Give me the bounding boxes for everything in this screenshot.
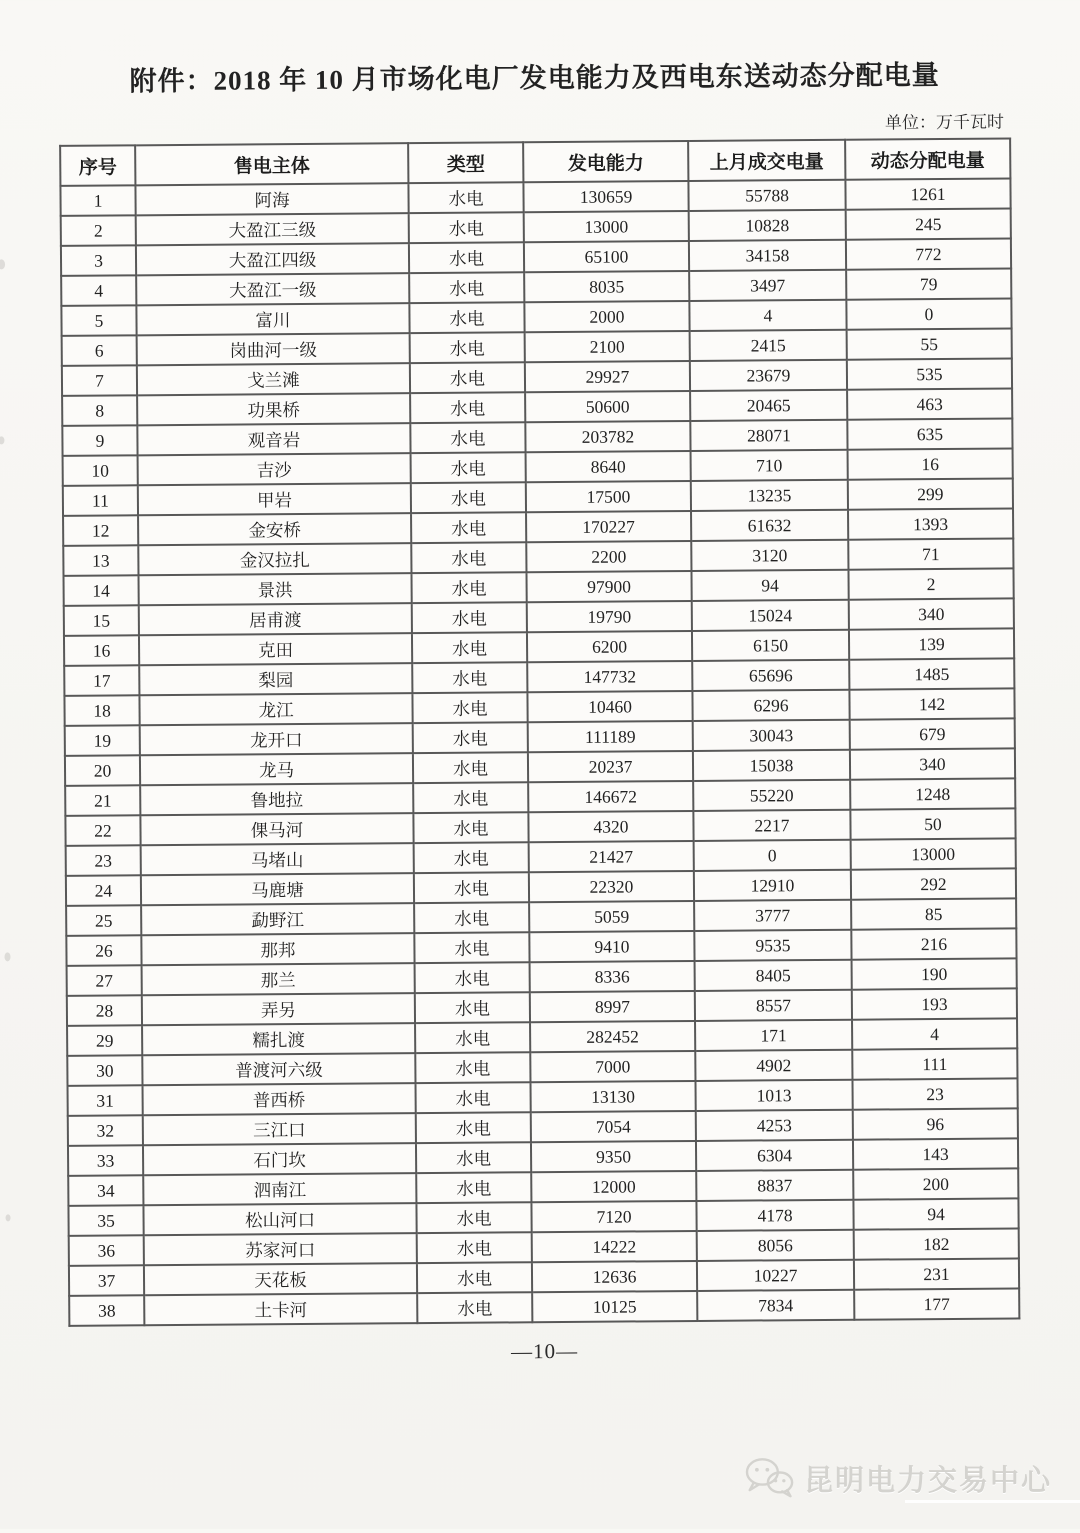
cell-generation-capacity: 9410 <box>529 931 694 962</box>
cell-dynamic-allocated-volume: 50 <box>850 808 1015 839</box>
cell-dynamic-allocated-volume: 635 <box>847 418 1012 449</box>
watermark-text: 昆明电力交易中心 <box>803 1464 1052 1497</box>
cell-generation-capacity: 8035 <box>524 271 689 302</box>
cell-generation-capacity: 147732 <box>527 661 692 692</box>
cell-generation-capacity: 203782 <box>525 421 690 452</box>
cell-seller: 那邦 <box>141 933 414 965</box>
column-header-last-month-traded-volume: 上月成交电量 <box>688 140 845 181</box>
cell-last-month-traded-volume: 12910 <box>694 870 851 901</box>
cell-dynamic-allocated-volume: 772 <box>846 238 1011 269</box>
column-header-dynamic-allocated-volume: 动态分配电量 <box>845 138 1010 179</box>
cell-index: 31 <box>68 1085 143 1116</box>
cell-dynamic-allocated-volume: 143 <box>853 1138 1018 1169</box>
cell-index: 9 <box>62 425 137 456</box>
cell-seller: 马堵山 <box>141 843 414 875</box>
cell-dynamic-allocated-volume: 177 <box>854 1288 1019 1319</box>
cell-dynamic-allocated-volume: 55 <box>847 328 1012 359</box>
cell-index: 33 <box>68 1145 143 1176</box>
cell-index: 14 <box>64 575 139 606</box>
cell-generation-capacity: 6200 <box>527 631 692 662</box>
cell-index: 28 <box>67 995 142 1026</box>
cell-type: 水电 <box>417 1292 532 1323</box>
cell-index: 7 <box>62 365 137 396</box>
unit-label: 单位：万千瓦时 <box>884 112 1005 133</box>
cell-seller: 大盈江三级 <box>136 213 409 245</box>
cell-generation-capacity: 2100 <box>525 331 690 362</box>
cell-type: 水电 <box>409 302 524 333</box>
cell-last-month-traded-volume: 6304 <box>696 1140 853 1171</box>
cell-seller: 居甫渡 <box>139 603 412 635</box>
cell-last-month-traded-volume: 55220 <box>693 780 850 811</box>
cell-last-month-traded-volume: 4 <box>689 300 846 331</box>
cell-index: 19 <box>65 725 140 756</box>
cell-generation-capacity: 12000 <box>531 1171 696 1202</box>
cell-last-month-traded-volume: 8056 <box>697 1230 854 1261</box>
cell-type: 水电 <box>409 242 524 273</box>
cell-seller: 石门坎 <box>143 1143 416 1175</box>
cell-seller: 甲岩 <box>138 483 411 515</box>
cell-seller: 龙开口 <box>140 723 413 755</box>
cell-index: 1 <box>60 185 135 216</box>
cell-type: 水电 <box>412 602 527 633</box>
cell-last-month-traded-volume: 4253 <box>696 1110 853 1141</box>
cell-generation-capacity: 111189 <box>528 721 693 752</box>
cell-seller: 龙马 <box>140 753 413 785</box>
cell-type: 水电 <box>409 272 524 303</box>
cell-type: 水电 <box>413 722 528 753</box>
cell-generation-capacity: 65100 <box>524 241 689 272</box>
cell-index: 30 <box>67 1055 142 1086</box>
cell-index: 29 <box>67 1025 142 1056</box>
watermark <box>742 1456 1052 1500</box>
cell-type: 水电 <box>417 1262 532 1293</box>
cell-generation-capacity: 19790 <box>527 601 692 632</box>
cell-last-month-traded-volume: 10828 <box>689 210 846 241</box>
cell-generation-capacity: 21427 <box>529 841 694 872</box>
cell-seller: 三江口 <box>143 1113 416 1145</box>
cell-seller: 岗曲河一级 <box>137 333 410 365</box>
cell-type: 水电 <box>415 1082 530 1113</box>
scan-speck <box>6 1214 11 1221</box>
cell-seller: 松山河口 <box>143 1203 416 1235</box>
cell-generation-capacity: 10460 <box>527 691 692 722</box>
cell-dynamic-allocated-volume: 182 <box>854 1228 1019 1259</box>
cell-generation-capacity: 12636 <box>532 1261 697 1292</box>
cell-generation-capacity: 29927 <box>525 361 690 392</box>
cell-dynamic-allocated-volume: 1248 <box>850 778 1015 809</box>
cell-type: 水电 <box>410 332 525 363</box>
cell-generation-capacity: 146672 <box>528 781 693 812</box>
cell-index: 32 <box>68 1115 143 1146</box>
cell-dynamic-allocated-volume: 463 <box>847 388 1012 419</box>
watermark-underline <box>905 1500 1080 1503</box>
cell-type: 水电 <box>413 812 528 843</box>
cell-generation-capacity: 9350 <box>531 1141 696 1172</box>
cell-type: 水电 <box>417 1232 532 1263</box>
cell-index: 8 <box>62 395 137 426</box>
scan-speck <box>4 952 10 961</box>
cell-last-month-traded-volume: 2415 <box>690 330 847 361</box>
cell-type: 水电 <box>411 572 526 603</box>
cell-dynamic-allocated-volume: 85 <box>851 898 1016 929</box>
cell-generation-capacity: 170227 <box>526 511 691 542</box>
cell-last-month-traded-volume: 55788 <box>688 180 845 211</box>
cell-dynamic-allocated-volume: 94 <box>853 1198 1018 1229</box>
cell-last-month-traded-volume: 6296 <box>692 690 849 721</box>
cell-dynamic-allocated-volume: 142 <box>849 688 1014 719</box>
cell-dynamic-allocated-volume: 1261 <box>845 178 1010 209</box>
cell-dynamic-allocated-volume: 216 <box>851 928 1016 959</box>
cell-type: 水电 <box>410 362 525 393</box>
cell-last-month-traded-volume: 6150 <box>692 630 849 661</box>
cell-index: 15 <box>64 605 139 636</box>
cell-type: 水电 <box>408 182 523 213</box>
cell-dynamic-allocated-volume: 4 <box>852 1018 1017 1049</box>
cell-last-month-traded-volume: 20465 <box>690 390 847 421</box>
cell-seller: 大盈江一级 <box>136 273 409 305</box>
cell-last-month-traded-volume: 13235 <box>691 480 848 511</box>
cell-index: 13 <box>63 545 138 576</box>
cell-index: 20 <box>65 755 140 786</box>
cell-dynamic-allocated-volume: 1485 <box>849 658 1014 689</box>
cell-last-month-traded-volume: 4902 <box>695 1050 852 1081</box>
cell-type: 水电 <box>411 512 526 543</box>
cell-last-month-traded-volume: 8837 <box>696 1170 853 1201</box>
cell-seller: 吉沙 <box>138 453 411 485</box>
cell-index: 6 <box>62 335 137 366</box>
cell-index: 34 <box>68 1175 143 1206</box>
cell-seller: 金汉拉扎 <box>138 543 411 575</box>
cell-index: 16 <box>64 635 139 666</box>
cell-dynamic-allocated-volume: 299 <box>848 478 1013 509</box>
cell-generation-capacity: 20237 <box>528 751 693 782</box>
column-header-generation-capacity: 发电能力 <box>523 141 688 182</box>
cell-seller: 马鹿塘 <box>141 873 414 905</box>
cell-index: 10 <box>63 455 138 486</box>
cell-seller: 天花板 <box>144 1263 417 1295</box>
cell-index: 5 <box>61 305 136 336</box>
cell-seller: 鲁地拉 <box>140 783 413 815</box>
cell-seller: 金安桥 <box>138 513 411 545</box>
cell-generation-capacity: 8336 <box>530 961 695 992</box>
cell-last-month-traded-volume: 34158 <box>689 240 846 271</box>
cell-index: 11 <box>63 485 138 516</box>
cell-type: 水电 <box>409 212 524 243</box>
cell-seller: 土卡河 <box>144 1293 417 1325</box>
cell-type: 水电 <box>412 662 527 693</box>
cell-last-month-traded-volume: 4178 <box>696 1200 853 1231</box>
cell-last-month-traded-volume: 1013 <box>695 1080 852 1111</box>
cell-seller: 阿海 <box>135 183 408 215</box>
cell-seller: 勐野江 <box>141 903 414 935</box>
cell-last-month-traded-volume: 94 <box>691 570 848 601</box>
cell-last-month-traded-volume: 15024 <box>692 600 849 631</box>
column-header-index: 序号 <box>60 145 135 186</box>
cell-generation-capacity: 8997 <box>530 991 695 1022</box>
cell-index: 38 <box>69 1295 144 1326</box>
cell-type: 水电 <box>413 782 528 813</box>
cell-last-month-traded-volume: 9535 <box>694 930 851 961</box>
column-header-type: 类型 <box>408 142 523 183</box>
cell-seller: 景洪 <box>139 573 412 605</box>
cell-index: 26 <box>66 935 141 966</box>
cell-dynamic-allocated-volume: 245 <box>846 208 1011 239</box>
cell-index: 18 <box>64 695 139 726</box>
cell-dynamic-allocated-volume: 0 <box>846 298 1011 329</box>
cell-dynamic-allocated-volume: 200 <box>853 1168 1018 1199</box>
cell-type: 水电 <box>412 632 527 663</box>
cell-index: 23 <box>66 845 141 876</box>
cell-type: 水电 <box>411 542 526 573</box>
cell-seller: 梨园 <box>139 663 412 695</box>
cell-dynamic-allocated-volume: 340 <box>850 748 1015 779</box>
cell-seller: 龙江 <box>139 693 412 725</box>
cell-last-month-traded-volume: 3777 <box>694 900 851 931</box>
cell-type: 水电 <box>416 1112 531 1143</box>
cell-generation-capacity: 17500 <box>526 481 691 512</box>
cell-last-month-traded-volume: 15038 <box>693 750 850 781</box>
cell-type: 水电 <box>415 962 530 993</box>
cell-dynamic-allocated-volume: 190 <box>852 958 1017 989</box>
column-header-seller: 售电主体 <box>135 143 408 185</box>
cell-dynamic-allocated-volume: 535 <box>847 358 1012 389</box>
cell-type: 水电 <box>410 422 525 453</box>
cell-generation-capacity: 7054 <box>531 1111 696 1142</box>
cell-index: 24 <box>66 875 141 906</box>
cell-last-month-traded-volume: 10227 <box>697 1260 854 1291</box>
cell-index: 3 <box>61 245 136 276</box>
cell-generation-capacity: 13000 <box>524 211 689 242</box>
cell-dynamic-allocated-volume: 71 <box>848 538 1013 569</box>
cell-generation-capacity: 7000 <box>530 1051 695 1082</box>
cell-last-month-traded-volume: 710 <box>691 450 848 481</box>
cell-index: 25 <box>66 905 141 936</box>
cell-dynamic-allocated-volume: 231 <box>854 1258 1019 1289</box>
cell-generation-capacity: 282452 <box>530 1021 695 1052</box>
cell-dynamic-allocated-volume: 23 <box>852 1078 1017 1109</box>
cell-seller: 功果桥 <box>137 393 410 425</box>
cell-last-month-traded-volume: 2217 <box>693 810 850 841</box>
cell-generation-capacity: 5059 <box>529 901 694 932</box>
cell-last-month-traded-volume: 8405 <box>695 960 852 991</box>
cell-index: 27 <box>67 965 142 996</box>
cell-dynamic-allocated-volume: 13000 <box>851 838 1016 869</box>
cell-seller: 普渡河六级 <box>142 1053 415 1085</box>
power-plant-table <box>59 137 1020 1326</box>
cell-type: 水电 <box>412 692 527 723</box>
cell-type: 水电 <box>411 482 526 513</box>
cell-index: 36 <box>69 1235 144 1266</box>
cell-type: 水电 <box>410 392 525 423</box>
cell-last-month-traded-volume: 8557 <box>695 990 852 1021</box>
scan-speck <box>0 259 5 269</box>
cell-seller: 大盈江四级 <box>136 243 409 275</box>
table-body <box>60 178 1019 1325</box>
cell-dynamic-allocated-volume: 79 <box>846 268 1011 299</box>
cell-dynamic-allocated-volume: 16 <box>848 448 1013 479</box>
cell-seller: 倮马河 <box>140 813 413 845</box>
cell-dynamic-allocated-volume: 111 <box>852 1048 1017 1079</box>
cell-last-month-traded-volume: 28071 <box>690 420 847 451</box>
wechat-logo-icon <box>742 1456 796 1500</box>
cell-index: 37 <box>69 1265 144 1296</box>
cell-seller: 观音岩 <box>137 423 410 455</box>
cell-last-month-traded-volume: 3497 <box>689 270 846 301</box>
cell-seller: 普西桥 <box>143 1083 416 1115</box>
cell-type: 水电 <box>414 902 529 933</box>
cell-seller: 苏家河口 <box>144 1233 417 1265</box>
cell-type: 水电 <box>415 1052 530 1083</box>
cell-type: 水电 <box>415 1022 530 1053</box>
cell-index: 4 <box>61 275 136 306</box>
cell-index: 35 <box>68 1205 143 1236</box>
cell-generation-capacity: 50600 <box>525 391 690 422</box>
cell-seller: 富川 <box>136 303 409 335</box>
table-row <box>69 1288 1019 1325</box>
cell-generation-capacity: 22320 <box>529 871 694 902</box>
cell-index: 12 <box>63 515 138 546</box>
cell-seller: 弄另 <box>142 993 415 1025</box>
cell-generation-capacity: 130659 <box>523 181 688 212</box>
cell-type: 水电 <box>416 1142 531 1173</box>
cell-dynamic-allocated-volume: 679 <box>850 718 1015 749</box>
document-title: 附件：2018 年 10 月市场化电厂发电能力及西电东送动态分配电量 <box>129 60 940 97</box>
cell-generation-capacity: 13130 <box>530 1081 695 1112</box>
cell-generation-capacity: 14222 <box>532 1231 697 1262</box>
cell-type: 水电 <box>414 842 529 873</box>
cell-last-month-traded-volume: 30043 <box>693 720 850 751</box>
cell-generation-capacity: 2000 <box>524 301 689 332</box>
cell-dynamic-allocated-volume: 193 <box>852 988 1017 1019</box>
cell-generation-capacity: 2200 <box>526 541 691 572</box>
cell-last-month-traded-volume: 7834 <box>697 1290 854 1321</box>
cell-index: 2 <box>61 215 136 246</box>
page-number: —10— <box>511 1338 579 1364</box>
cell-last-month-traded-volume: 61632 <box>691 510 848 541</box>
cell-type: 水电 <box>413 752 528 783</box>
cell-index: 22 <box>65 815 140 846</box>
cell-last-month-traded-volume: 23679 <box>690 360 847 391</box>
cell-seller: 戈兰滩 <box>137 363 410 395</box>
cell-type: 水电 <box>416 1172 531 1203</box>
cell-last-month-traded-volume: 0 <box>694 840 851 871</box>
cell-type: 水电 <box>411 452 526 483</box>
cell-generation-capacity: 7120 <box>531 1201 696 1232</box>
cell-dynamic-allocated-volume: 1393 <box>848 508 1013 539</box>
cell-generation-capacity: 97900 <box>526 571 691 602</box>
cell-generation-capacity: 10125 <box>532 1291 697 1322</box>
cell-last-month-traded-volume: 171 <box>695 1020 852 1051</box>
cell-dynamic-allocated-volume: 292 <box>851 868 1016 899</box>
cell-last-month-traded-volume: 3120 <box>691 540 848 571</box>
cell-type: 水电 <box>414 872 529 903</box>
cell-index: 17 <box>64 665 139 696</box>
scan-speck <box>0 436 4 444</box>
cell-seller: 那兰 <box>142 963 415 995</box>
cell-seller: 糯扎渡 <box>142 1023 415 1055</box>
cell-dynamic-allocated-volume: 96 <box>853 1108 1018 1139</box>
cell-last-month-traded-volume: 65696 <box>692 660 849 691</box>
cell-generation-capacity: 8640 <box>526 451 691 482</box>
cell-type: 水电 <box>414 932 529 963</box>
cell-index: 21 <box>65 785 140 816</box>
cell-type: 水电 <box>416 1202 531 1233</box>
cell-seller: 泗南江 <box>143 1173 416 1205</box>
cell-dynamic-allocated-volume: 139 <box>849 628 1014 659</box>
cell-dynamic-allocated-volume: 340 <box>849 598 1014 629</box>
cell-seller: 克田 <box>139 633 412 665</box>
cell-dynamic-allocated-volume: 2 <box>848 568 1013 599</box>
cell-type: 水电 <box>415 992 530 1023</box>
cell-generation-capacity: 4320 <box>528 811 693 842</box>
